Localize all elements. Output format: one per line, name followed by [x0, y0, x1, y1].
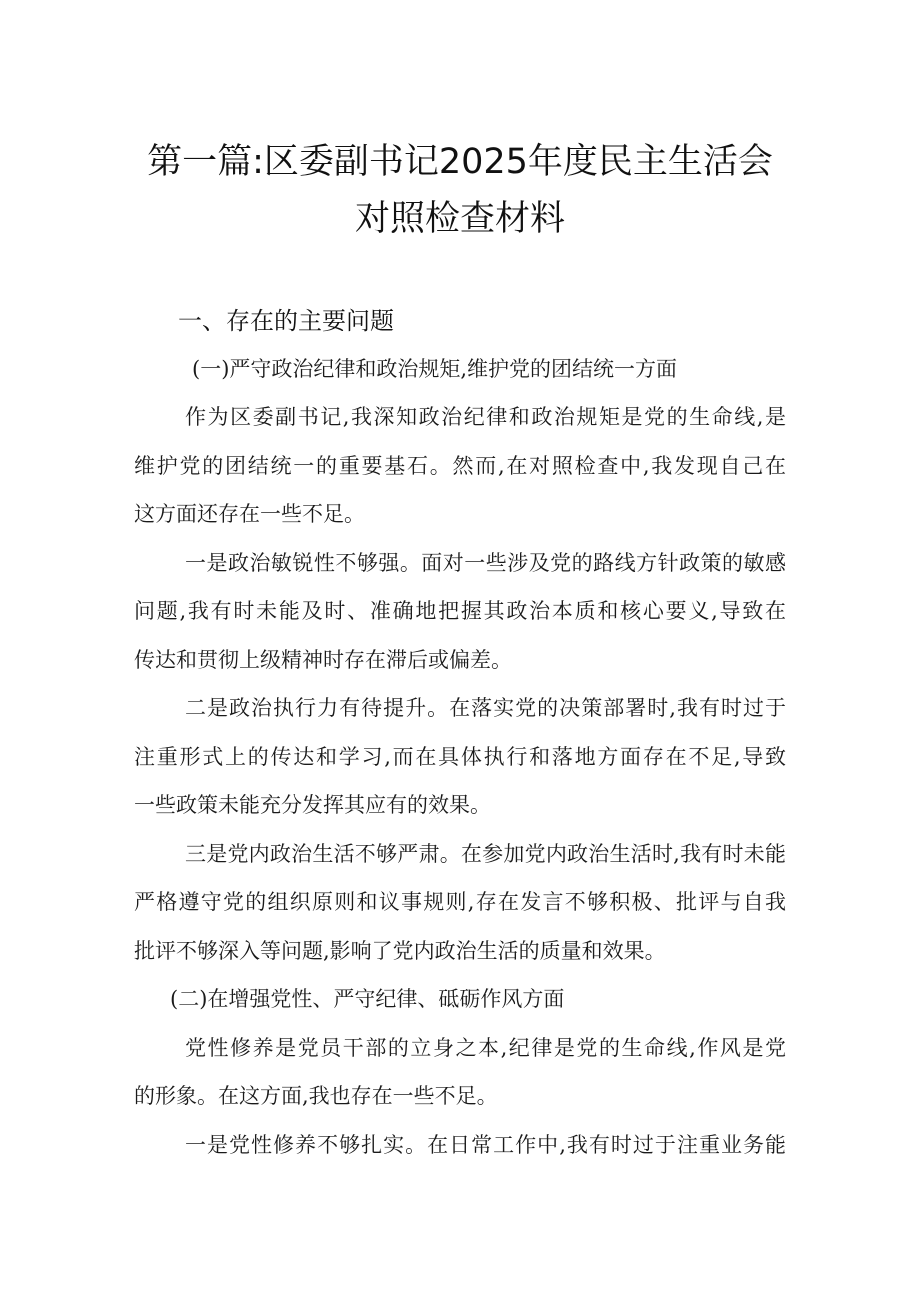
paragraph-line: 的形象。在这方面,我也存在一些不足。: [134, 1084, 498, 1108]
paragraph-line: 维护党的团结统一的重要基石。然而,在对照检查中,我发现自己在: [134, 454, 786, 478]
paragraph-line: 三是党内政治生活不够严肃。在参加党内政治生活时,我有时未能: [185, 842, 786, 866]
paragraph-line: 二是政治执行力有待提升。在落实党的决策部署时,我有时过于: [185, 696, 786, 720]
subsection-heading-1: (一)严守政治纪律和政治规矩,维护党的团结统一方面: [192, 357, 678, 381]
paragraph-line: 作为区委副书记,我深知政治纪律和政治规矩是党的生命线,是: [185, 405, 786, 429]
subsection-heading-2: (二)在增强党性、严守纪律、砥砺作风方面: [170, 987, 565, 1011]
paragraph-line: 一是党性修养不够扎实。在日常工作中,我有时过于注重业务能: [185, 1133, 786, 1157]
paragraph-line: 问题,我有时未能及时、准确地把握其政治本质和核心要义,导致在: [134, 599, 786, 623]
paragraph-line: 批评不够深入等问题,影响了党内政治生活的质量和效果。: [134, 939, 666, 963]
paragraph-line: 传达和贯彻上级精神时存在滞后或偏差。: [134, 648, 512, 672]
section-heading-problems: 一、存在的主要问题: [178, 307, 394, 335]
paragraph-line: 这方面还存在一些不足。: [134, 502, 365, 526]
paragraph-line: 一是政治敏锐性不够强。面对一些涉及党的路线方针政策的敏感: [185, 551, 786, 575]
paragraph-line: 党性修养是党员干部的立身之本,纪律是党的生命线,作风是党: [185, 1036, 786, 1060]
paragraph-line: 注重形式上的传达和学习,而在具体执行和落地方面存在不足,导致: [134, 745, 786, 769]
document-title-line-2: 对照检查材料: [354, 199, 565, 239]
paragraph-line: 一些政策未能充分发挥其应有的效果。: [134, 793, 491, 817]
paragraph-line: 严格遵守党的组织原则和议事规则,存在发言不够积极、批评与自我: [134, 890, 786, 914]
document-title-line-1: 第一篇:区委副书记2025年度民主生活会: [147, 142, 773, 182]
